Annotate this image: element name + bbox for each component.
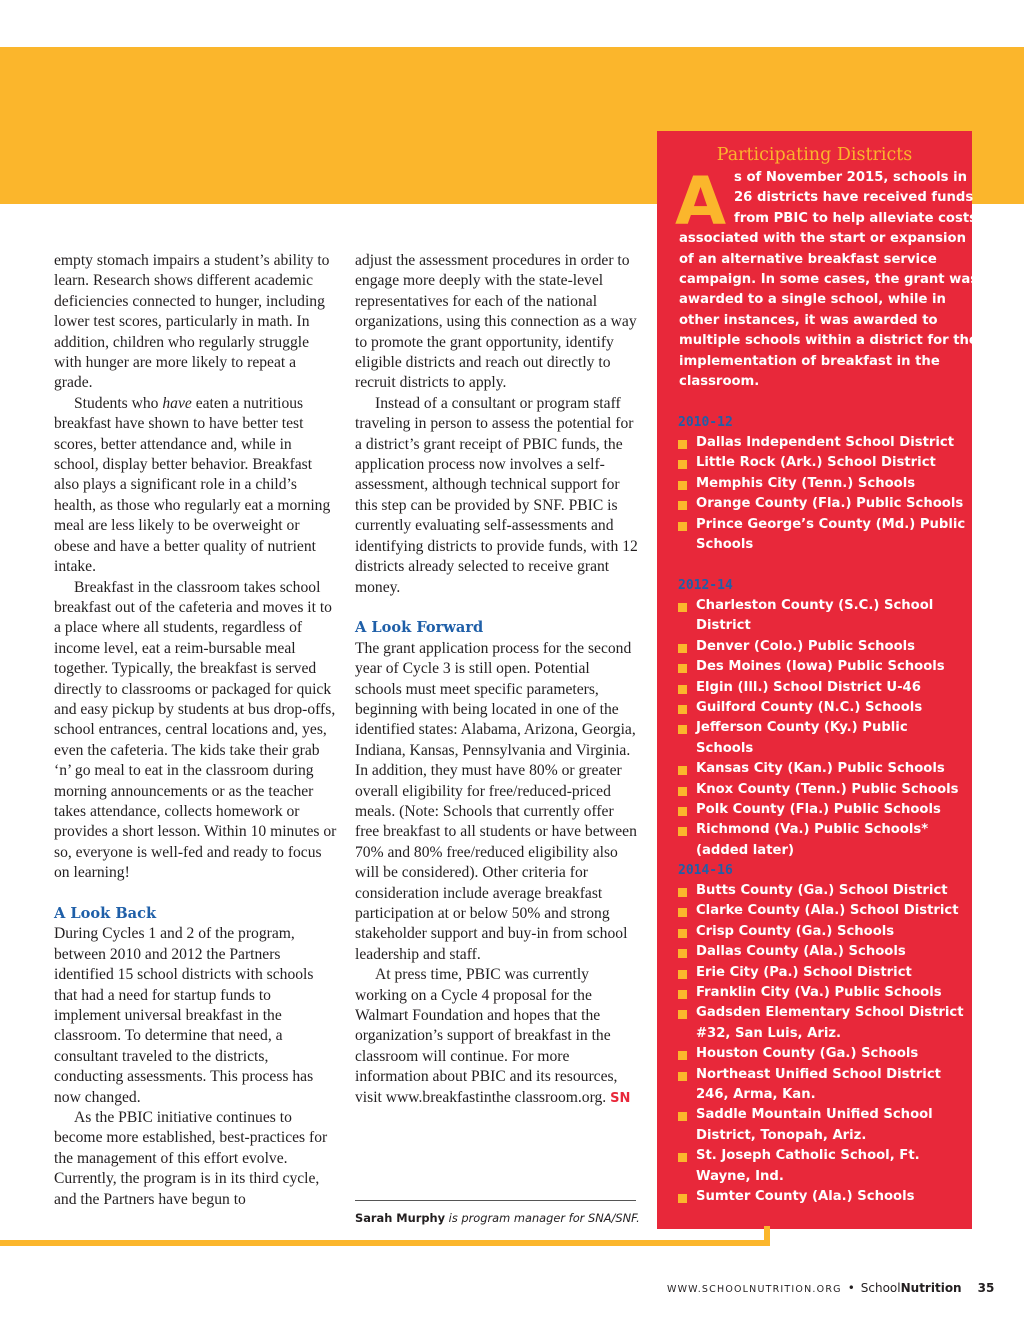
district-name: Northeast Unified School District 246, Arma, Kan. — [696, 1066, 941, 1103]
district-item — [678, 922, 968, 942]
district-name: Charleston County (S.C.) School District — [696, 598, 934, 634]
section-heading-look-forward: A Look Forward — [355, 619, 484, 637]
square-bullet-icon — [678, 929, 687, 938]
section-heading-look-back: A Look Back — [54, 904, 157, 922]
square-bullet-icon — [678, 685, 687, 694]
paragraph: Students who have eaten a nutritious breakfast have shown to have better test scores, better attendance and, while in school, display better behavior. Breakfast also plays a significant role in a child’s health, as those who regularly eat a morning meal are less likely to be overweight or obese and have a better quality of nutrient intake. — [54, 394, 331, 576]
footer-rule-corner — [764, 1226, 770, 1246]
square-bullet-icon — [678, 1010, 687, 1019]
intro-line: multiple schools within a district for the — [679, 333, 978, 349]
author-name: Sarah Murphy — [355, 1211, 446, 1225]
district-item — [678, 820, 968, 861]
district-item — [678, 800, 968, 820]
paragraph: empty stomach impairs a student’s ability to learn. Research shows different academic deficiencies connected to hunger, including lower test scores, particularly in math. In addition, children who regularly struggle with hunger are more likely to repeat a grade. — [54, 252, 330, 392]
square-bullet-icon — [678, 725, 687, 734]
district-item — [678, 983, 968, 1003]
district-item — [678, 901, 968, 921]
author-role: is program manager for SNA/SNF. — [445, 1211, 640, 1225]
sidebar-participating-districts — [657, 131, 979, 1229]
district-name: Dallas Independent School District — [696, 435, 955, 450]
square-bullet-icon — [678, 481, 687, 490]
district-item — [678, 596, 968, 637]
district-name: Crisp County (Ga.) Schools — [696, 923, 895, 939]
district-item — [678, 1187, 968, 1207]
square-bullet-icon — [678, 888, 687, 897]
intro-line: from PBIC to help alleviate costs — [734, 210, 977, 226]
bio-divider — [355, 1200, 636, 1201]
intro-line: of an alternative breakfast service — [679, 251, 937, 267]
district-name: Gadsden Elementary School District #32, San Luis, Ariz. — [696, 1005, 964, 1041]
separator: • — [847, 1281, 855, 1295]
intro-line: implementation of breakfast in the — [679, 353, 940, 369]
district-item — [678, 698, 968, 718]
square-bullet-icon — [678, 908, 687, 917]
district-item — [678, 963, 968, 983]
district-item — [678, 494, 968, 514]
website-url[interactable]: WWW.SCHOOLNUTRITION.ORG — [667, 1284, 842, 1295]
square-bullet-icon — [678, 766, 687, 775]
intro-line: classroom. — [679, 374, 760, 389]
square-bullet-icon — [678, 1051, 687, 1060]
district-name: Dallas County (Ala.) Schools — [696, 944, 906, 960]
intro-line: s of November 2015, schools in — [734, 170, 968, 185]
magazine-name-part: Nutrition — [900, 1281, 962, 1295]
district-name: Knox County (Tenn.) Public Schools — [696, 781, 959, 797]
district-name: Elgin (Ill.) School District U-46 — [696, 679, 921, 695]
page-footer — [667, 1277, 995, 1296]
district-name: Jefferson County (Ky.) Public Schools — [696, 720, 908, 756]
district-name: Houston County (Ga.) Schools — [696, 1046, 919, 1062]
square-bullet-icon — [678, 990, 687, 999]
square-bullet-icon — [678, 644, 687, 653]
period-heading: 2010-12 — [678, 415, 733, 430]
district-name: St. Joseph Catholic School, Ft. Wayne, Ind. — [696, 1148, 920, 1184]
square-bullet-icon — [678, 827, 687, 836]
district-name: Clarke County (Ala.) School District — [696, 903, 959, 919]
district-name: Memphis City (Tenn.) Schools — [696, 475, 916, 491]
square-bullet-icon — [678, 1072, 687, 1081]
paragraph: The grant application process for the second year of Cycle 3 is still open. Potential schools must meet specific parameters, beginning with being located in one of the identified states: Alabama, Arizona, Georgia, Indiana, Kansas, Pennsylvania and Virginia. In addition, they must have 80% or greater overall eligibility for free/reduced-priced meals. (Note: Schools that currently offer free breakfast to all students or have between 70% and 80% free/reduced eligibility also will be considered). Other criteria for consideration include average breakfast participation at or below 50% and strong stakeholder support and buy-in from school leadership and staff. — [355, 639, 637, 963]
district-item — [678, 942, 968, 962]
district-name: Denver (Colo.) Public Schools — [696, 638, 916, 654]
district-item — [678, 1044, 968, 1064]
district-item — [678, 759, 968, 779]
drop-cap: A — [675, 163, 727, 240]
district-item — [678, 881, 968, 901]
magazine-name-part: School — [860, 1281, 901, 1295]
article-column-2 — [355, 251, 640, 1109]
square-bullet-icon — [678, 787, 687, 796]
paragraph: Breakfast in the classroom takes school breakfast out of the cafeteria and moves it to a place where all students, regardless of income level, eat a reim-bursable meal together. Typically, the breakfast is served directly to classrooms or packaged for quick and easy pickup by students at bus drop-offs, school entrances, central locations and, yes, even the cafeteria. The kids take their grab ‘n’ go meal to eat in the classroom during morning announcements or as the teacher takes attendance, collects homework or provides a short lesson. Within 10 minutes or so, everyone is well-fed and ready to focus on learning! — [54, 578, 337, 882]
district-list — [678, 433, 968, 555]
district-item — [678, 718, 968, 759]
square-bullet-icon — [678, 970, 687, 979]
square-bullet-icon — [678, 1194, 687, 1203]
page-number: 35 — [977, 1281, 995, 1295]
intro-line: 26 districts have received funds — [734, 190, 974, 206]
intro-line: awarded to a single school, while in — [679, 292, 946, 308]
footer-rule — [0, 1240, 770, 1246]
district-item — [678, 1065, 968, 1106]
square-bullet-icon — [678, 501, 687, 510]
district-name: Sumter County (Ala.) Schools — [696, 1189, 915, 1205]
district-item — [678, 433, 968, 453]
district-item — [678, 474, 968, 494]
paragraph: At press time, PBIC was currently working on a Cycle 4 proposal for the Walmart Foundation and hopes that the organization’s support of breakfast in the classroom will continue. For more information about PBIC and its resources, visit www.breakfastinthe classroom.org. SN — [355, 966, 631, 1106]
square-bullet-icon — [678, 1153, 687, 1162]
paragraph: During Cycles 1 and 2 of the program, between 2010 and 2012 the Partners identified 15 school districts with schools that had a need for startup funds to implement universal breakfast in the classroom. To determine that need, a consultant traveled to the districts, conducting assessments. This process has now changed. — [54, 925, 314, 1106]
period-heading: 2014-16 — [678, 863, 733, 878]
intro-line: other instances, it was awarded to — [679, 312, 938, 328]
paragraph: As the PBIC initiative continues to become more established, best-practices for the management of this effort evolve. Currently, the program is in its third cycle, and the Partners have begun to — [54, 1109, 328, 1208]
district-item — [678, 1003, 968, 1044]
article-column-1 — [54, 251, 338, 1210]
district-item — [678, 657, 968, 677]
district-name: Richmond (Va.) Public Schools* (added later) — [696, 822, 929, 858]
square-bullet-icon — [678, 949, 687, 958]
district-name: Erie City (Pa.) School District — [696, 964, 912, 980]
district-list — [678, 881, 968, 1208]
district-name: Franklin City (Va.) Public Schools — [696, 985, 942, 1001]
square-bullet-icon — [678, 603, 687, 612]
district-item — [678, 1146, 968, 1187]
period-heading: 2012-14 — [678, 578, 733, 593]
intro-line: associated with the start or expansion — [679, 231, 966, 247]
paragraph: adjust the assessment procedures in order to engage more deeply with the state-level representatives for each of the national organizations, using this connection as a way to promote the grant opportunity, identify eligible districts and reach out directly to recruit districts to apply. — [355, 252, 637, 392]
district-name: Orange County (Fla.) Public Schools — [696, 496, 964, 512]
district-item — [678, 678, 968, 698]
district-name: Guilford County (N.C.) Schools — [696, 700, 923, 716]
square-bullet-icon — [678, 460, 687, 469]
square-bullet-icon — [678, 664, 687, 673]
district-name: Saddle Mountain Unified School District, Tonopah, Ariz. — [696, 1107, 933, 1143]
district-item — [678, 780, 968, 800]
sidebar-title: Participating Districts — [716, 145, 913, 165]
square-bullet-icon — [678, 522, 687, 531]
paragraph: Instead of a consultant or program staff traveling in person to assess the potential for a district’s grant receipt of PBIC funds, the application process now involves a self-assessment, although technical support for this step can be provided by SNF. PBIC is currently evaluating self-assessments and identifying districts to provide funds, with 12 districts already selected to receive grant money. — [355, 394, 638, 596]
emphasis: have — [162, 394, 192, 412]
district-name: Prince George’s County (Md.) Public Schools — [696, 516, 966, 553]
district-name: Des Moines (Iowa) Public Schools — [696, 659, 945, 675]
author-bio — [355, 1210, 645, 1226]
district-item — [678, 515, 968, 556]
district-name: Butts County (Ga.) School District — [696, 883, 948, 898]
district-item — [678, 453, 968, 473]
square-bullet-icon — [678, 440, 687, 449]
district-item — [678, 637, 968, 657]
square-bullet-icon — [678, 807, 687, 816]
square-bullet-icon — [678, 1112, 687, 1121]
district-name: Little Rock (Ark.) School District — [696, 455, 936, 471]
district-name: Kansas City (Kan.) Public Schools — [696, 761, 945, 777]
end-mark: SN — [610, 1090, 631, 1106]
district-item — [678, 1105, 968, 1146]
square-bullet-icon — [678, 705, 687, 714]
intro-line: campaign. In some cases, the grant was — [679, 272, 979, 287]
district-name: Polk County (Fla.) Public Schools — [696, 802, 941, 818]
district-list — [678, 596, 968, 861]
